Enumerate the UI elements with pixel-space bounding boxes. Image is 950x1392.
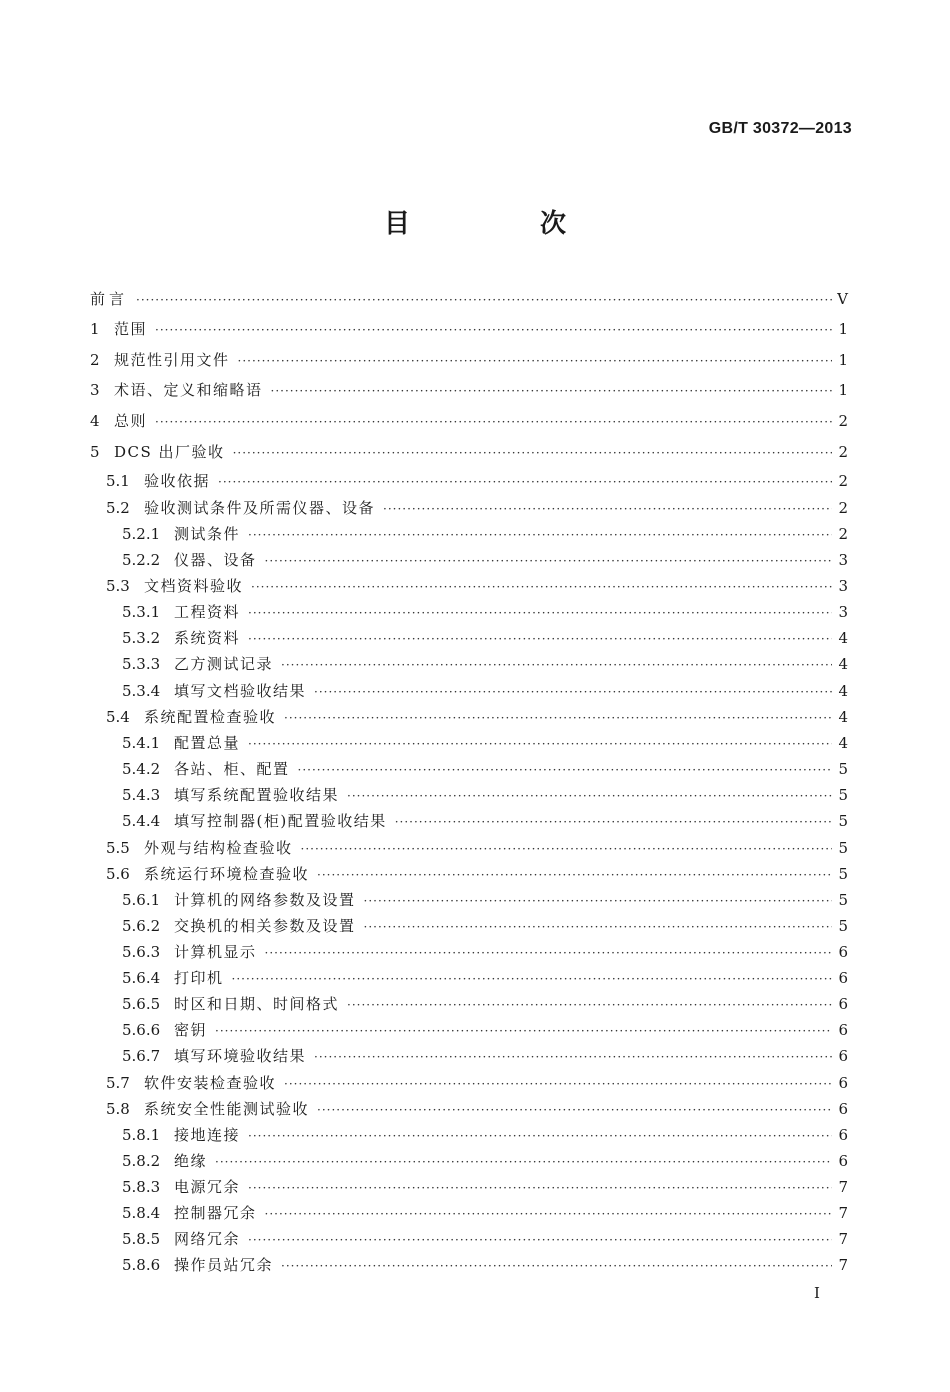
toc-entry[interactable] bbox=[90, 1072, 848, 1098]
toc-entry-number: 5.4.4 bbox=[122, 812, 161, 830]
toc-entry-number: 5.8 bbox=[106, 1100, 130, 1118]
toc-leader-dots bbox=[265, 946, 832, 960]
toc-entry-page: 1 bbox=[838, 351, 848, 369]
toc-entry[interactable] bbox=[90, 601, 848, 627]
toc-leader-dots bbox=[317, 868, 832, 882]
toc-entry-number: 5.8.2 bbox=[122, 1152, 161, 1170]
toc-entry-title: 网络冗余 bbox=[174, 1230, 241, 1248]
toc-entry-title: 交换机的相关参数及设置 bbox=[174, 917, 356, 935]
toc-entry-page: 5 bbox=[838, 812, 848, 830]
toc-entry[interactable] bbox=[90, 680, 848, 706]
toc-entry-number: 5.4.3 bbox=[122, 786, 161, 804]
toc-entry-number: 5.3.2 bbox=[122, 629, 161, 647]
toc-entry[interactable] bbox=[90, 1124, 848, 1150]
toc-entry-page: 6 bbox=[838, 995, 848, 1013]
toc-entry-number: 5.6.6 bbox=[122, 1021, 161, 1039]
toc-leader-dots bbox=[238, 354, 832, 368]
toc-entry-title: 外观与结构检查验收 bbox=[144, 839, 293, 857]
toc-leader-dots bbox=[232, 972, 832, 986]
toc-entry-title: 绝缘 bbox=[174, 1152, 208, 1170]
toc-entry[interactable] bbox=[90, 349, 848, 375]
toc-entry-title: 前言 bbox=[90, 290, 129, 308]
toc-entry-number: 5.5 bbox=[106, 839, 130, 857]
toc-entry-title: 总则 bbox=[114, 412, 148, 430]
toc-entry-page: 2 bbox=[838, 412, 848, 430]
toc-entry-number: 5.4 bbox=[106, 708, 130, 726]
toc-entry-title: 控制器冗余 bbox=[174, 1204, 257, 1222]
toc-entry-title: 范围 bbox=[114, 320, 148, 338]
toc-entry[interactable] bbox=[90, 1019, 848, 1045]
toc-entry[interactable] bbox=[90, 1254, 848, 1280]
toc-leader-dots bbox=[395, 815, 832, 829]
toc-entry[interactable] bbox=[90, 993, 848, 1019]
toc-entry-number: 3 bbox=[90, 381, 100, 399]
toc-entry-title: 各站、柜、配置 bbox=[174, 760, 290, 778]
toc-entry-number: 5.6.3 bbox=[122, 943, 161, 961]
toc-entry-number: 5.7 bbox=[106, 1074, 130, 1092]
toc-title: 目 次 bbox=[383, 209, 618, 239]
toc-entry-title: 系统配置检查验收 bbox=[144, 708, 277, 726]
toc-entry-number: 5 bbox=[90, 443, 100, 461]
toc-entry[interactable] bbox=[90, 653, 848, 679]
toc-entry-page: V bbox=[837, 290, 848, 308]
toc-entry[interactable] bbox=[90, 470, 848, 496]
toc-entry[interactable] bbox=[90, 1202, 848, 1228]
toc-entry-page: 6 bbox=[838, 1152, 848, 1170]
toc-leader-dots bbox=[248, 1233, 832, 1247]
toc-entry[interactable] bbox=[90, 810, 848, 836]
toc-leader-dots bbox=[248, 1129, 832, 1143]
toc-entry[interactable] bbox=[90, 784, 848, 810]
toc-entry-number: 5.1 bbox=[106, 472, 130, 490]
toc-entry-title: 工程资料 bbox=[174, 603, 241, 621]
toc-leader-dots bbox=[347, 789, 832, 803]
toc-entry-title: 仪器、设备 bbox=[174, 551, 257, 569]
toc-entry-title: 操作员站冗余 bbox=[174, 1256, 274, 1274]
toc-entry-number: 5.8.1 bbox=[122, 1126, 161, 1144]
toc-entry[interactable] bbox=[90, 732, 848, 758]
toc-entry-title: 填写环境验收结果 bbox=[174, 1047, 307, 1065]
toc-leader-dots bbox=[314, 1050, 832, 1064]
toc-entry-number: 5.3 bbox=[106, 577, 130, 595]
toc-entry-title: 时区和日期、时间格式 bbox=[174, 995, 340, 1013]
toc-entry[interactable] bbox=[90, 379, 848, 405]
toc-entry-page: 6 bbox=[838, 969, 848, 987]
toc-leader-dots bbox=[155, 323, 832, 337]
toc-leader-dots bbox=[383, 502, 832, 516]
toc-entry-number: 1 bbox=[90, 320, 100, 338]
toc-leader-dots bbox=[215, 1024, 832, 1038]
toc-leader-dots bbox=[271, 384, 832, 398]
toc-entry[interactable] bbox=[90, 1150, 848, 1176]
toc-entry[interactable] bbox=[90, 706, 848, 732]
toc-entry-page: 6 bbox=[838, 1074, 848, 1092]
toc-leader-dots bbox=[215, 1155, 832, 1169]
toc-entry-number: 5.8.3 bbox=[122, 1178, 161, 1196]
toc-entry[interactable] bbox=[90, 410, 848, 436]
toc-entry[interactable] bbox=[90, 523, 848, 549]
toc-entry-number: 5.6.5 bbox=[122, 995, 161, 1013]
toc-entry-title: 系统安全性能测试验收 bbox=[144, 1100, 310, 1118]
toc-entry[interactable] bbox=[90, 941, 848, 967]
toc-entry-title: 配置总量 bbox=[174, 734, 241, 752]
toc-entry-title: 系统运行环境检查验收 bbox=[144, 865, 310, 883]
toc-entry[interactable] bbox=[90, 837, 848, 863]
toc-entry[interactable] bbox=[90, 915, 848, 941]
toc-leader-dots bbox=[364, 894, 832, 908]
toc-entry-title: 验收依据 bbox=[144, 472, 211, 490]
toc-leader-dots bbox=[284, 711, 832, 725]
toc-entry-title: 计算机的网络参数及设置 bbox=[174, 891, 356, 909]
toc-entry-page: 7 bbox=[838, 1256, 848, 1274]
toc-entry[interactable] bbox=[90, 1045, 848, 1071]
toc-entry-page: 2 bbox=[838, 499, 848, 517]
toc-entry-title: DCS 出厂验收 bbox=[114, 443, 225, 461]
toc-entry[interactable] bbox=[90, 1176, 848, 1202]
toc-entry-number: 5.3.1 bbox=[122, 603, 161, 621]
toc-entry-page: 2 bbox=[838, 443, 848, 461]
toc-entry-title: 软件安装检查验收 bbox=[144, 1074, 277, 1092]
toc-entry-title: 验收测试条件及所需仪器、设备 bbox=[144, 499, 376, 517]
toc-entry[interactable] bbox=[90, 318, 848, 344]
toc-entry-page: 6 bbox=[838, 1047, 848, 1065]
toc-entry-page: 7 bbox=[838, 1230, 848, 1248]
toc-entry-page: 2 bbox=[838, 472, 848, 490]
toc-entry-number: 5.2 bbox=[106, 499, 130, 517]
toc-leader-dots bbox=[248, 737, 832, 751]
toc-entry-number: 5.6 bbox=[106, 865, 130, 883]
toc-entry-page: 3 bbox=[838, 577, 848, 595]
toc-entry-title: 计算机显示 bbox=[174, 943, 257, 961]
toc-entry-number: 5.6.1 bbox=[122, 891, 161, 909]
toc-entry-number: 5.2.1 bbox=[122, 525, 161, 543]
toc-entry-number: 5.8.5 bbox=[122, 1230, 161, 1248]
toc-entry-page: 7 bbox=[838, 1178, 848, 1196]
toc-entry-title: 测试条件 bbox=[174, 525, 241, 543]
toc-entry-page: 5 bbox=[838, 865, 848, 883]
toc-entry-page: 4 bbox=[838, 708, 848, 726]
toc-entry-number: 5.6.2 bbox=[122, 917, 161, 935]
toc-leader-dots bbox=[298, 763, 832, 777]
toc-leader-dots bbox=[284, 1077, 832, 1091]
toc-entry-page: 7 bbox=[838, 1204, 848, 1222]
toc-leader-dots bbox=[364, 920, 832, 934]
toc-entry[interactable] bbox=[90, 627, 848, 653]
toc-entry-title: 电源冗余 bbox=[174, 1178, 241, 1196]
toc-entry-title: 系统资料 bbox=[174, 629, 241, 647]
toc-entry-number: 5.6.4 bbox=[122, 969, 161, 987]
toc-entry-title: 填写系统配置验收结果 bbox=[174, 786, 340, 804]
toc-entry-number: 5.8.4 bbox=[122, 1204, 161, 1222]
toc-entry-number: 5.4.1 bbox=[122, 734, 161, 752]
toc-entry-page: 1 bbox=[838, 381, 848, 399]
toc-entry[interactable] bbox=[90, 967, 848, 993]
toc-entry[interactable] bbox=[90, 441, 848, 467]
toc-leader-dots bbox=[136, 293, 832, 307]
toc-entry-page: 4 bbox=[838, 734, 848, 752]
toc-entry[interactable] bbox=[90, 497, 848, 523]
toc-entry-page: 5 bbox=[838, 760, 848, 778]
toc-entry-page: 5 bbox=[838, 917, 848, 935]
toc-entry-number: 5.2.2 bbox=[122, 551, 161, 569]
toc-entry-title: 密钥 bbox=[174, 1021, 208, 1039]
toc-entry[interactable] bbox=[90, 575, 848, 601]
toc-leader-dots bbox=[248, 528, 832, 542]
toc-entry[interactable] bbox=[90, 863, 848, 889]
toc-entry-title: 填写文档验收结果 bbox=[174, 682, 307, 700]
toc-leader-dots bbox=[248, 1181, 832, 1195]
toc-leader-dots bbox=[248, 632, 832, 646]
toc-entry-page: 5 bbox=[838, 786, 848, 804]
toc-entry-number: 2 bbox=[90, 351, 100, 369]
toc-entry-title: 填写控制器(柜)配置验收结果 bbox=[174, 812, 387, 830]
toc-entry-page: 3 bbox=[838, 551, 848, 569]
toc-entry[interactable] bbox=[90, 1228, 848, 1254]
toc-leader-dots bbox=[317, 1103, 832, 1117]
toc-entry[interactable] bbox=[90, 1098, 848, 1124]
toc-entry-title: 乙方测试记录 bbox=[174, 655, 274, 673]
toc-entry-page: 6 bbox=[838, 1126, 848, 1144]
toc-entry-title: 规范性引用文件 bbox=[114, 351, 230, 369]
toc-leader-dots bbox=[155, 415, 832, 429]
toc-entry-page: 6 bbox=[838, 943, 848, 961]
toc-leader-dots bbox=[301, 842, 832, 856]
toc-leader-dots bbox=[251, 580, 832, 594]
toc-entry-page: 6 bbox=[838, 1100, 848, 1118]
toc-entry-page: 6 bbox=[838, 1021, 848, 1039]
toc-leader-dots bbox=[265, 1207, 832, 1221]
toc-leader-dots bbox=[218, 475, 832, 489]
toc-leader-dots bbox=[314, 685, 832, 699]
toc-entry[interactable] bbox=[90, 288, 848, 314]
toc-entry-number: 5.4.2 bbox=[122, 760, 161, 778]
toc-entry-page: 4 bbox=[838, 682, 848, 700]
page-number: I bbox=[814, 1284, 820, 1302]
toc-entry-title: 文档资料验收 bbox=[144, 577, 244, 595]
toc-entry-number: 4 bbox=[90, 412, 100, 430]
toc-entry-page: 5 bbox=[838, 839, 848, 857]
toc-leader-dots bbox=[281, 1259, 832, 1273]
toc-entry-title: 术语、定义和缩略语 bbox=[114, 381, 263, 399]
toc-leader-dots bbox=[281, 658, 832, 672]
toc-entry-number: 5.8.6 bbox=[122, 1256, 161, 1274]
toc-entry-title: 接地连接 bbox=[174, 1126, 241, 1144]
toc-leader-dots bbox=[347, 998, 832, 1012]
toc-entry-page: 5 bbox=[838, 891, 848, 909]
toc-entry-title: 打印机 bbox=[174, 969, 224, 987]
toc-leader-dots bbox=[233, 446, 832, 460]
toc-entry-page: 3 bbox=[838, 603, 848, 621]
toc-entry[interactable] bbox=[90, 758, 848, 784]
toc-entry-number: 5.3.4 bbox=[122, 682, 161, 700]
toc-entry-page: 4 bbox=[838, 629, 848, 647]
toc-entry-page: 2 bbox=[838, 525, 848, 543]
standard-code: GB/T 30372—2013 bbox=[708, 120, 852, 137]
toc-entry[interactable] bbox=[90, 889, 848, 915]
toc-entry-number: 5.3.3 bbox=[122, 655, 161, 673]
toc-entry-number: 5.6.7 bbox=[122, 1047, 161, 1065]
toc-entry-page: 4 bbox=[838, 655, 848, 673]
toc-entry-page: 1 bbox=[838, 320, 848, 338]
toc-entry[interactable] bbox=[90, 549, 848, 575]
toc-leader-dots bbox=[265, 554, 832, 568]
toc-leader-dots bbox=[248, 606, 832, 620]
